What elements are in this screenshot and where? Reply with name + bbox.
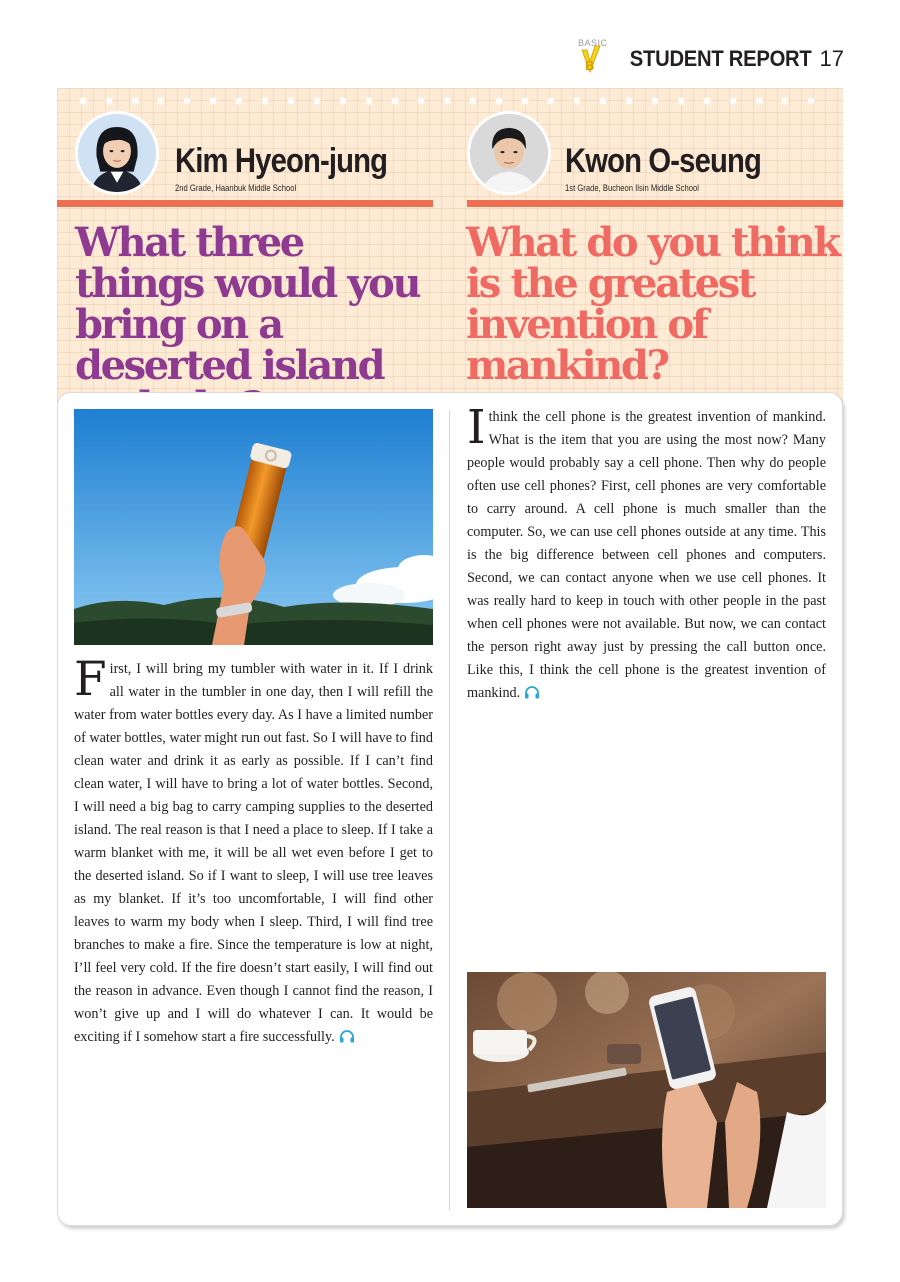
headphones-icon bbox=[524, 685, 540, 699]
left-question-heading: What three things would you bring on a deserted island bbox=[75, 219, 420, 389]
drop-cap: I bbox=[467, 400, 486, 455]
left-student-header bbox=[57, 108, 433, 208]
column-divider bbox=[449, 410, 450, 1210]
student-name: Kim Hyeon-jung bbox=[175, 142, 388, 180]
right-question-heading: What do you think is the greatest invention of mankind? bbox=[466, 219, 839, 389]
page-number: 17 bbox=[819, 46, 844, 71]
student-portrait-icon bbox=[470, 114, 548, 192]
basic-logo bbox=[576, 38, 606, 82]
essay-body: think the cell phone is the greatest invention of mankind. What is the item that you are using the most now? Many people would probably say a cell phone. Then why do people often use cell phones? First, cell phones are very comfortable to carry around. A cell phone is much smaller than the computer. So, we can use cell phones outside at any time. This is the big difference between cell phones and computers. Second, we can contact anyone when we use cell phones. It was really hard to keep in touch with other people in the past when cell phones were not available. But now, we can contact the person right away just by pressing the call button once. Like this, I think the cell phone is the greatest invention of mankind. bbox=[467, 409, 826, 701]
avatar bbox=[467, 111, 551, 195]
right-student-header bbox=[467, 108, 843, 208]
right-essay-text bbox=[467, 400, 826, 705]
avatar bbox=[75, 111, 159, 195]
headphones-icon bbox=[339, 1029, 355, 1043]
hands-holding-cell-phone-photo bbox=[467, 972, 826, 1208]
logo-text: BASIC bbox=[578, 38, 608, 48]
student-school: 2nd Grade, Haanbuk Middle School bbox=[175, 183, 297, 193]
left-accent-rule bbox=[57, 200, 433, 207]
dot-border bbox=[70, 96, 830, 106]
report-title: STUDENT REPORT bbox=[629, 46, 812, 71]
right-accent-rule bbox=[467, 200, 843, 207]
student-portrait-icon bbox=[78, 114, 156, 192]
logo-letter: B bbox=[585, 58, 595, 73]
left-essay-text bbox=[74, 652, 433, 1049]
page-header bbox=[576, 30, 844, 82]
drop-cap: F bbox=[74, 652, 107, 707]
student-school: 1st Grade, Bucheon Ilsin Middle School bbox=[565, 183, 699, 193]
essay-body: irst, I will bring my tumbler with water in it. If I drink all water in the tumbler in one day, then I will refill the water from water bottles every day. As I have a limited number of water bottles, water might run out fast. So I will have to find clean water and drink it as early as possible. If I can’t find clean water, I will have to bring a lot of water bottles. Second, I will need a big bag to carry camping supplies to the deserted island. The real reason is that I need a place to sleep. If I take a warm blanket with me, it will be all wet even before I get to the deserted island. So if I want to sleep, I will use tree leaves as my blanket. If it’s too uncomfortable, I will find other leaves to warm my body when I sleep. Third, I will find tree branches to make a fire. Since the temperature is low at night, I’ll feel very cold. If the fire doesn’t start easily, I will find out the reason in advance. Even though I cannot find the reason, I won’t give up and I will do whatever I can. It would be exciting if I somehow start a fire successfully. bbox=[74, 661, 433, 1045]
student-name: Kwon O-seung bbox=[565, 142, 761, 180]
hand-holding-orange-tumbler-photo bbox=[74, 409, 433, 645]
